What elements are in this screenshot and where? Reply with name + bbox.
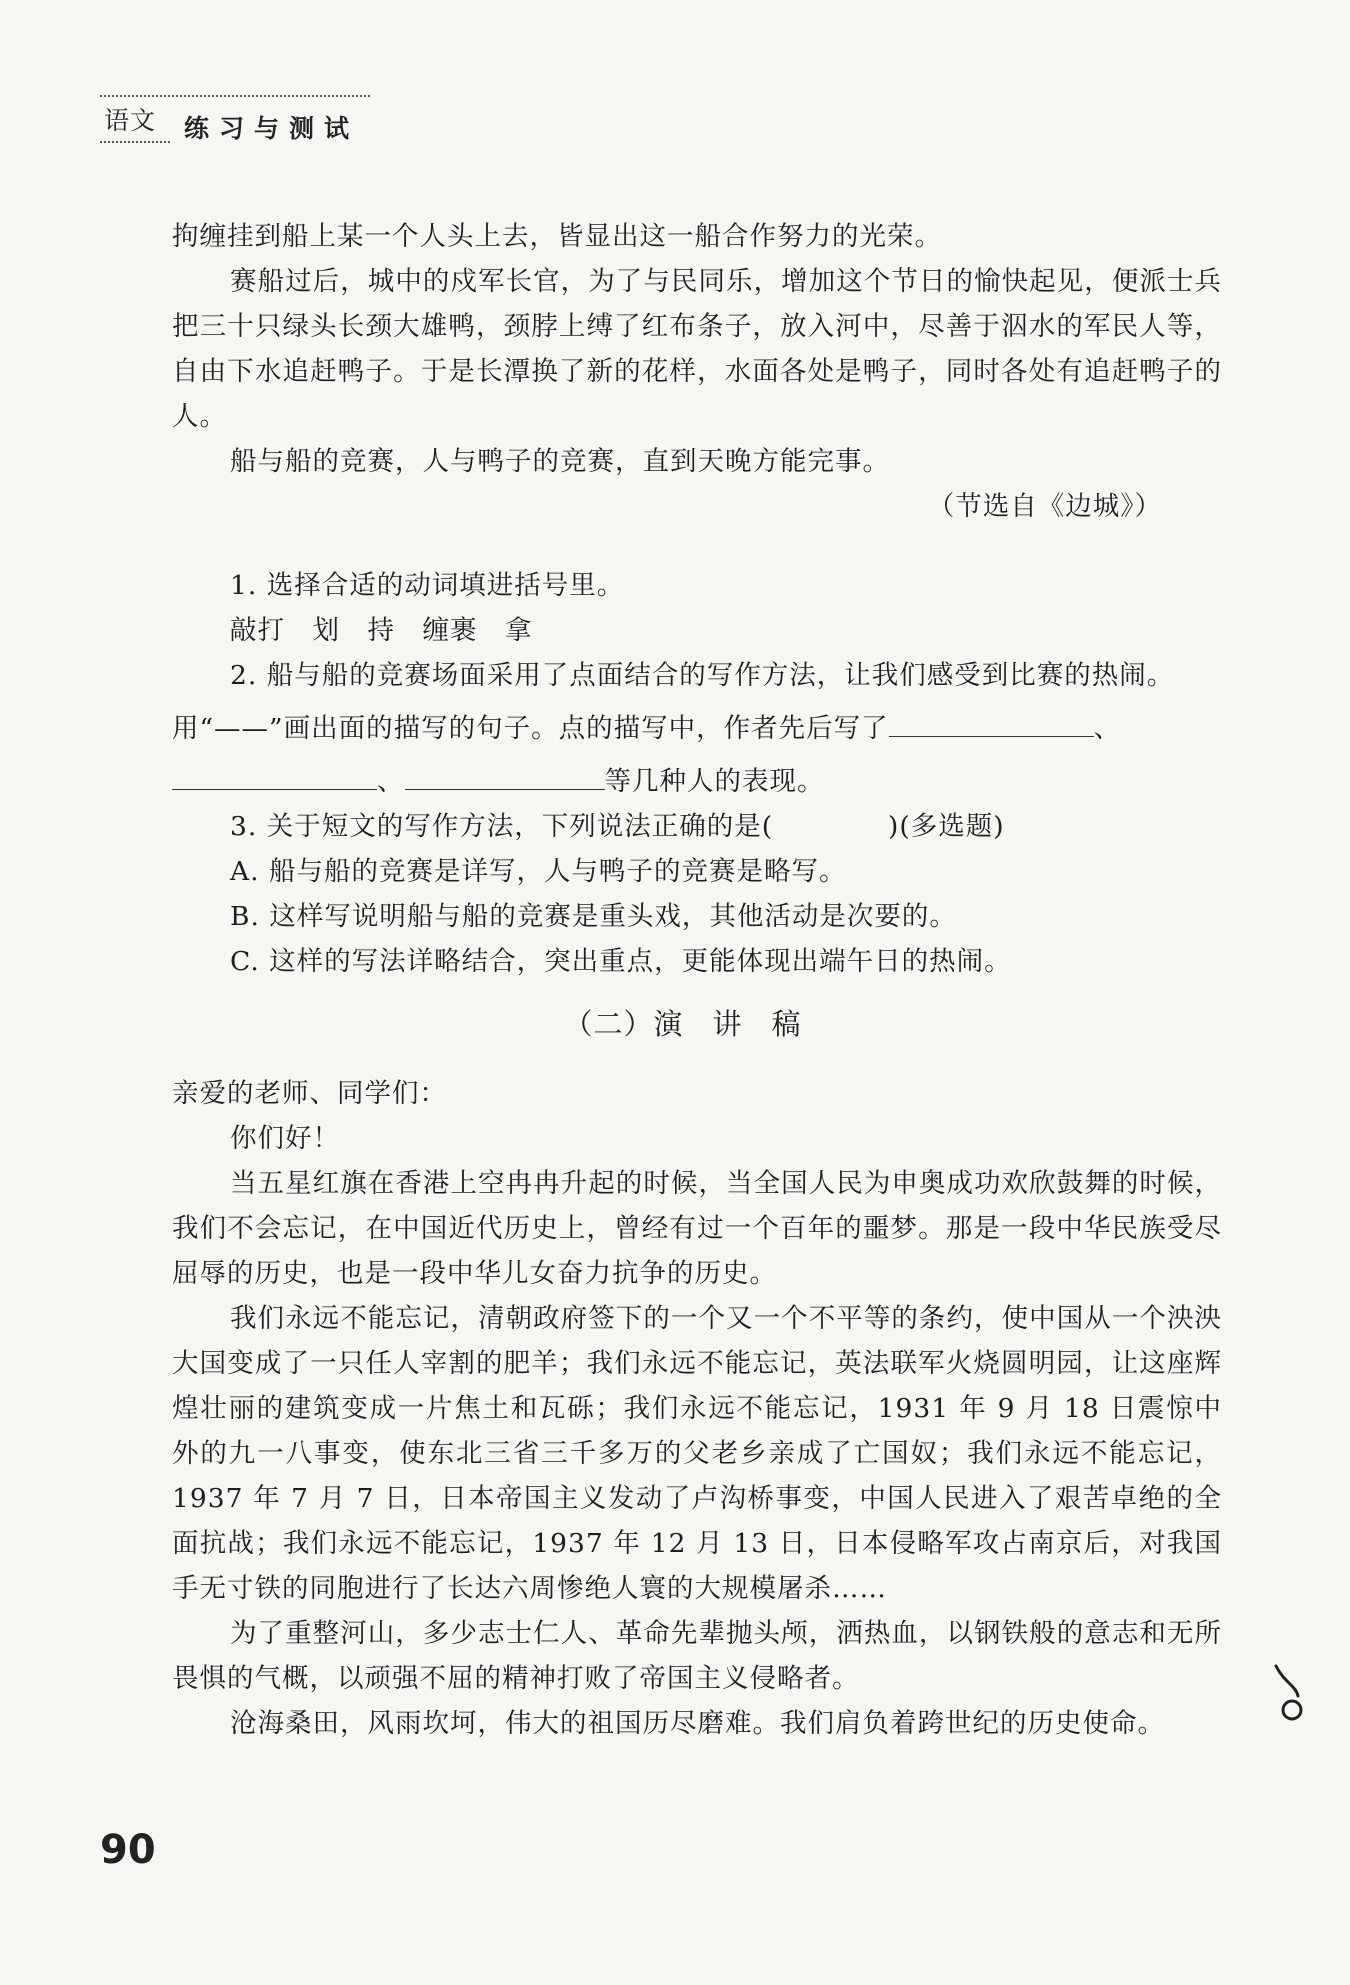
handwritten-mark [1262, 1660, 1322, 1730]
page-header [100, 95, 370, 145]
passage-paragraph: 船与船的竞赛，人与鸭子的竞赛，直到天晚方能完事。 [230, 446, 890, 477]
header-title: 练习与测试 [184, 114, 360, 143]
question-2-line1: 2. 船与船的竞赛场面采用了点面结合的写作方法，让我们感受到比赛的热闹。 [230, 660, 1175, 691]
header-subject: 语文 [104, 106, 157, 135]
answer-blank[interactable] [405, 759, 605, 790]
question-2-tail: 等几种人的表现。 [604, 766, 825, 797]
answer-blank[interactable] [172, 759, 377, 790]
separator: 、 [377, 766, 405, 797]
speech-paragraph: 我们永远不能忘记，清朝政府签下的一个又一个不平等的条约，使中国从一个泱泱大国变成了一只任人宰割的肥羊；我们永远不能忘记，英法联军火烧圆明园，让这座辉煌壮丽的建筑变成一片焦土和瓦砾；我们永远不能忘记，1931 年 9 月 18 日震惊中外的九一八事变，使东北三省三千多万的父老乡亲成了亡国奴；我们永远不能忘记，1937 年 7 月 7 日，日本帝国主义发动了卢沟桥事变，中国人民进入了艰苦卓绝的全面抗战；我们永远不能忘记，1937 年 12 月 13 日，日本侵略军攻占南京后，对我国手无寸铁的同胞进行了长达六周惨绝人寰的大规模屠杀…… [172, 1303, 1222, 1604]
speech-salutation: 亲爱的老师、同学们： [172, 1078, 447, 1109]
question-2-line2 [172, 706, 1222, 751]
option-a: A. 船与船的竞赛是详写，人与鸭子的竞赛是略写。 [230, 856, 847, 887]
passage-source: （节选自《边城》） [927, 491, 1162, 522]
question-1: 1. 选择合适的动词填进括号里。 [230, 570, 625, 601]
question-2-line3 [172, 759, 1222, 804]
question-3-text: 3. 关于短文的写作方法，下列说法正确的是( [230, 811, 774, 842]
option-b: B. 这样写说明船与船的竞赛是重头戏，其他活动是次要的。 [230, 901, 957, 932]
separator: 、 [1093, 713, 1122, 744]
question-3 [172, 804, 1222, 849]
section-number: （二） [563, 1007, 654, 1041]
header-dotted-rule-bottom [100, 141, 170, 143]
question-2-text: 用“——”画出面的描写的句子。点的描写中，作者先后写了 [172, 713, 889, 744]
question-1-options: 敲打 划 持 缠裹 拿 [230, 615, 533, 646]
speech-greeting: 你们好！ [230, 1123, 340, 1154]
option-c: C. 这样的写法详略结合，突出重点，更能体现出端午日的热闹。 [230, 946, 1012, 977]
section-title-text: 演讲稿 [653, 1007, 831, 1041]
question-3-tail: )(多选题) [888, 811, 1005, 842]
passage-paragraph: 赛船过后，城中的戍军长官，为了与民同乐，增加这个节日的愉快起见，便派士兵把三十只绿头长颈大雄鸭，颈脖上缚了红布条子，放入河中，尽善于泅水的军民人等，自由下水追赶鸭子。于是长潭换了新的花样，水面各处是鸭子，同时各处有追赶鸭子的人。 [172, 266, 1222, 432]
speech-paragraph: 沧海桑田，风雨坎坷，伟大的祖国历尽磨难。我们肩负着跨世纪的历史使命。 [230, 1708, 1165, 1739]
section-title [172, 1002, 1222, 1047]
speech-paragraph: 为了重整河山，多少志士仁人、革命先辈抛头颅，洒热血，以钢铁般的意志和无所畏惧的气概，以顽强不屈的精神打败了帝国主义侵略者。 [172, 1618, 1222, 1694]
spacer [172, 529, 1222, 563]
header-dotted-rule-top [100, 95, 370, 97]
page-content [172, 214, 1222, 1746]
page-number: 90 [100, 1827, 156, 1873]
passage-paragraph: 拘缠挂到船上某一个人头上去，皆显出这一船合作努力的光荣。 [172, 221, 942, 252]
answer-blank[interactable] [889, 706, 1094, 737]
speech-paragraph: 当五星红旗在香港上空冉冉升起的时候，当全国人民为申奥成功欢欣鼓舞的时候，我们不会忘记，在中国近代历史上，曾经有过一个百年的噩梦。那是一段中华民族受尽屈辱的历史，也是一段中华儿女奋力抗争的历史。 [172, 1168, 1222, 1289]
